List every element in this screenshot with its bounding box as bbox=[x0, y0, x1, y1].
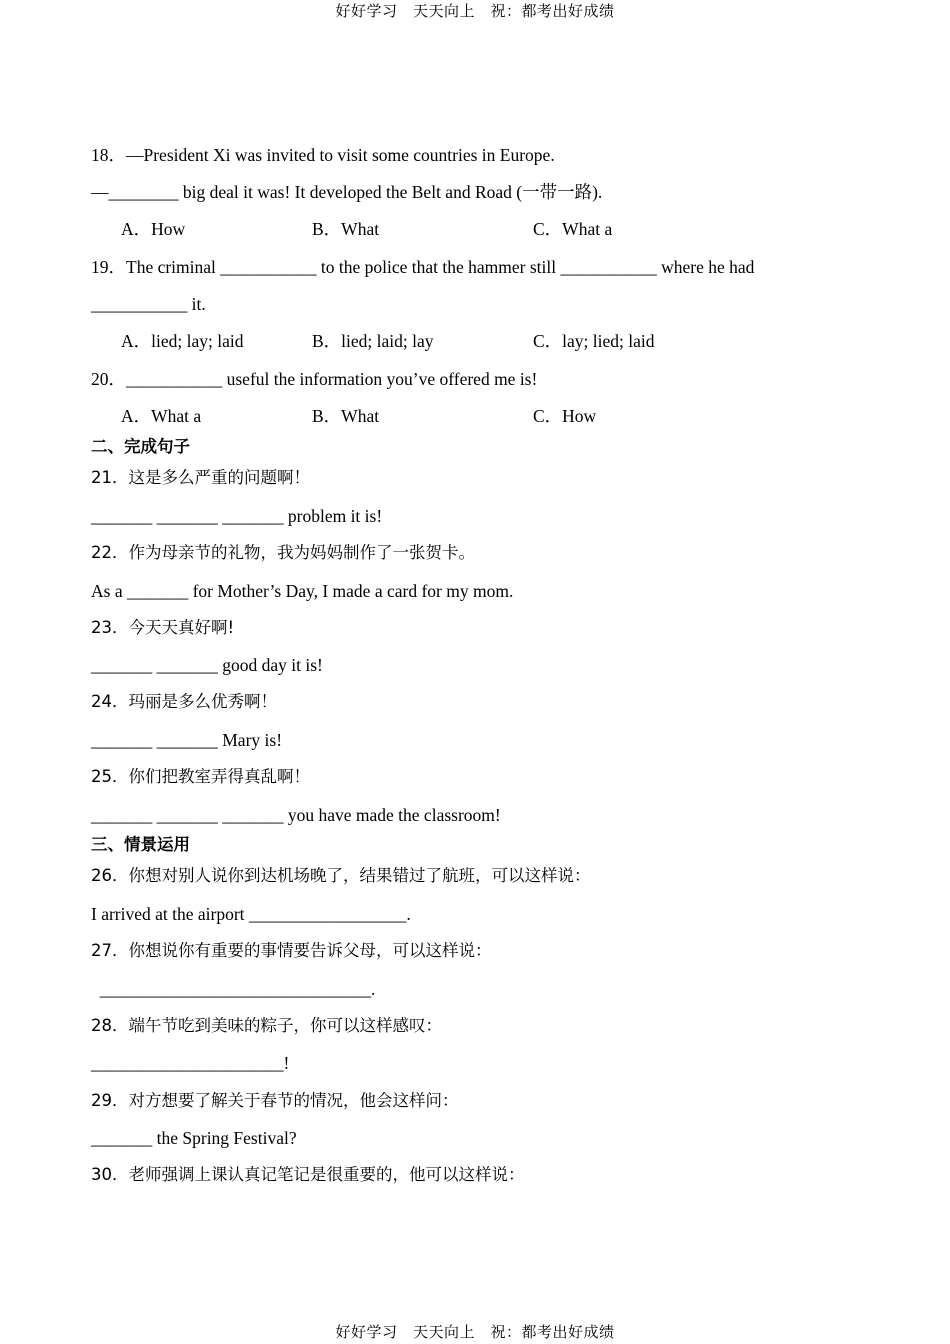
q22-answer-line: As a _______ for Mother’s Day, I made a card for my mom. bbox=[91, 581, 514, 601]
q26-answer-line: I arrived at the airport __________________. bbox=[91, 904, 411, 924]
q21-prompt: 21．这是多么严重的问题啊！ bbox=[91, 468, 310, 487]
q18-option-c: C．What a bbox=[533, 219, 613, 239]
q23-answer-line: _______ _______ good day it is! bbox=[91, 655, 323, 675]
q20-question: 20．___________ useful the information you’ve offered me is! bbox=[91, 369, 538, 389]
q23-prompt: 23．今天天真好啊! bbox=[91, 618, 235, 637]
q18-option-b: B．What bbox=[312, 219, 380, 239]
q21-answer-line: _______ _______ _______ problem it is! bbox=[91, 506, 383, 526]
q19-option-b: B．lied; laid; lay bbox=[312, 331, 434, 351]
q27-answer-line: _______________________________. bbox=[91, 979, 376, 999]
q18-question: 18．—President Xi was invited to visit some countries in Europe. bbox=[91, 145, 555, 165]
q28-prompt: 28．端午节吃到美味的粽子，你可以这样感叹： bbox=[91, 1016, 442, 1035]
page-header: 好好学习 天天向上 祝：都考出好成绩 bbox=[335, 2, 615, 20]
q25-answer-line: _______ _______ _______ you have made the classroom! bbox=[91, 805, 501, 825]
q18-sentence: —________ big deal it was! It developed the Belt and Road (一带一路). bbox=[91, 182, 603, 202]
q19-option-c: C．lay; lied; laid bbox=[533, 331, 655, 351]
q20-option-c: C．How bbox=[533, 406, 597, 426]
q24-answer-line: _______ _______ Mary is! bbox=[91, 730, 283, 750]
q24-prompt: 24．玛丽是多么优秀啊！ bbox=[91, 692, 277, 711]
section-3-title: 三、情景运用 bbox=[91, 835, 190, 854]
page-footer: 好好学习 天天向上 祝：都考出好成绩 bbox=[335, 1323, 615, 1341]
q19-question: 19．The criminal ___________ to the police that the hammer still ___________ where he had bbox=[91, 257, 755, 277]
q20-option-a: A．What a bbox=[121, 406, 202, 426]
q19-option-a: A．lied; lay; laid bbox=[121, 331, 244, 351]
section-2-title: 二、完成句子 bbox=[91, 437, 190, 456]
q28-answer-line: ______________________! bbox=[91, 1053, 290, 1073]
q26-prompt: 26．你想对别人说你到达机场晚了，结果错过了航班，可以这样说： bbox=[91, 866, 591, 885]
q18-option-a: A．How bbox=[121, 219, 186, 239]
q25-prompt: 25．你们把教室弄得真乱啊！ bbox=[91, 767, 310, 786]
q30-prompt: 30．老师强调上课认真记笔记是很重要的，他可以这样说： bbox=[91, 1165, 525, 1184]
q27-prompt: 27．你想说你有重要的事情要告诉父母，可以这样说： bbox=[91, 941, 492, 960]
q29-prompt: 29．对方想要了解关于春节的情况，他会这样问： bbox=[91, 1091, 459, 1110]
q22-prompt: 22．作为母亲节的礼物，我为妈妈制作了一张贺卡。 bbox=[91, 543, 475, 562]
q20-option-b: B．What bbox=[312, 406, 380, 426]
q29-answer-line: _______ the Spring Festival? bbox=[91, 1128, 297, 1148]
q19-question-cont: ___________ it. bbox=[91, 294, 206, 314]
